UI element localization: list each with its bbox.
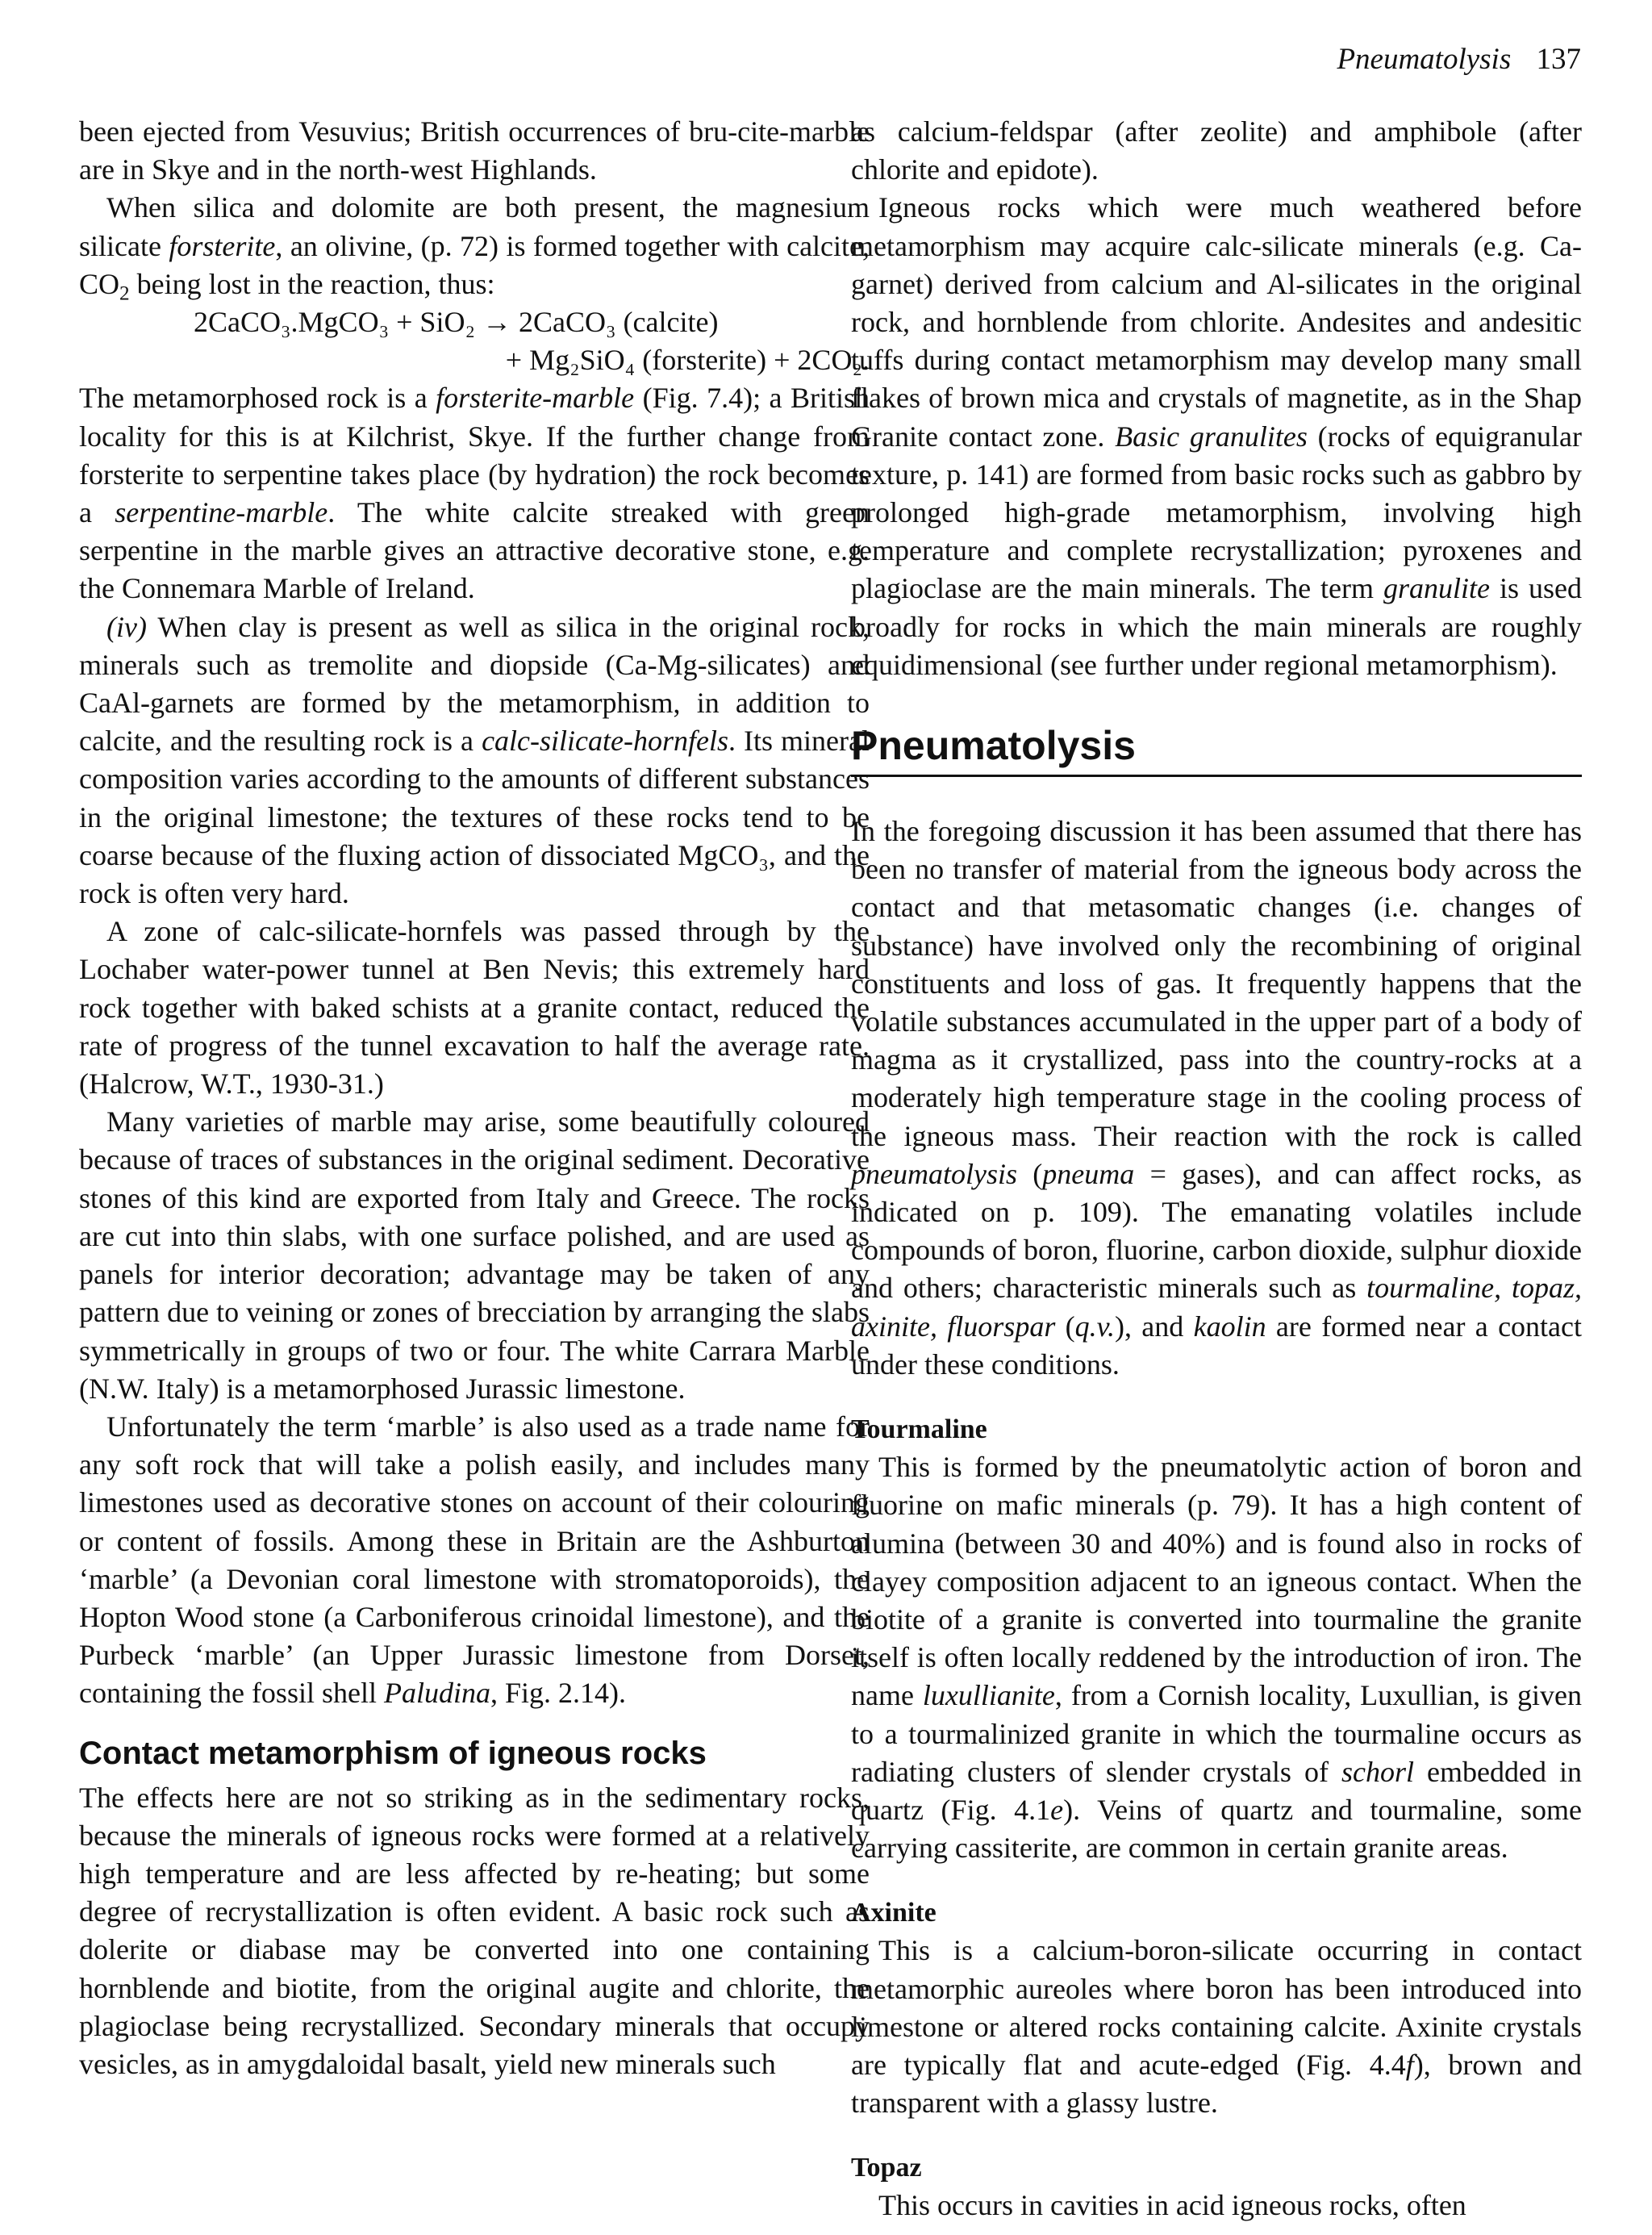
chemical-equation-line-1: 2CaCO₃.MgCO₃ + SiO₂ → 2CaCO₃ (calcite)	[194, 306, 719, 339]
paragraph: This is a calcium-boron-silicate occurring in contact metamorphic aureoles where boron has been introduced into limestone or altered rocks containing calcite. Axinite crystals are typically flat and acute-edged (Fig. 4.4f), brown and transparent with a glassy lustre.	[851, 1934, 1582, 2120]
paragraph: (iv) When clay is present as well as silica in the original rock, minerals such as tremolite and diopside (Ca-Mg-silicates) and CaAl-garnets are formed by the metamorphism, in addition to calcite, and the resulting rock is a calc-silicate-hornfels. Its mineral composition varies according to the amounts of different substances in the original limestone; the textures of these rocks tend to be coarse because of the fluxing action of dissociated MgCO₃, and the rock is often very hard.	[79, 610, 870, 910]
paragraph: When silica and dolomite are both present, the magnesium silicate forsterite, an olivine, (p. 72) is formed together with calcite, $CO_2$ being lost in the reaction, thus:	[79, 191, 870, 305]
paragraph: A zone of calc-silicate-hornfels was passed through by the Lochaber water-power tunnel at Ben Nevis; this extremely hard rock together with baked schists at a granite contact, reduced the rate of progress of the tunnel excavation to half the average rate. (Halcrow, W.T., 1930-31.)	[79, 915, 870, 1101]
paragraph: This is formed by the pneumatolytic action of boron and fluorine on mafic minerals (p. 79). It has a high content of alumina (between 30 and 40%) and is found also in rocks of clayey composition adjacent to an igneous contact. When the biotite of a granite is converted into tourmaline the granite itself is often locally reddened by the introduction of iron. The name luxullianite, from a Cornish locality, Luxullian, is given to a tourmalinized granite in which the tourmaline occurs as radiating clusters of slender crystals of schorl embedded in quartz (Fig. 4.1e). Veins of quartz and tourmaline, some carrying cassiterite, are common in certain granite areas.	[851, 1451, 1582, 1865]
paragraph: This occurs in cavities in acid igneous rocks, often	[878, 2189, 1466, 2222]
paragraph: as calcium-feldspar (after zeolite) and amphibole (after chlorite and epidote).	[851, 115, 1582, 186]
page-number: 137	[1536, 43, 1581, 76]
paragraph: Unfortunately the term ‘marble’ is also used as a trade name for any soft rock that will take a polish easily, and includes many limestones used as decorative stones on account of their colouring or content of fossils. Among these in Britain are the Ashburton ‘marble’ (a Devonian coral limestone with stromatoporoids), the Hopton Wood stone (a Carboniferous crinoidal limestone), and the Purbeck ‘marble’ (an Upper Jurassic limestone from Dorset, containing the fossil shell Paludina, Fig. 2.14).	[79, 1410, 870, 1710]
running-head	[1337, 42, 1581, 77]
section-heading-contact-metamorphism: Contact metamorphism of igneous rocks	[79, 1735, 707, 1771]
chemical-equation-line-2: + Mg₂SiO₄ (forsterite) + 2CO₂.	[505, 344, 870, 377]
paragraph: The effects here are not so striking as in the sedimentary rocks, because the minerals of igneous rocks were formed at a relatively high temperature and are less affected by re-heating; but some degree of recrystallization is often evident. A basic rock such as dolerite or diabase may be converted into one containing hornblende and biotite, from the original augite and chlorite, the plagioclase being recrystallized. Secondary minerals that occupy vesicles, as in amygdaloidal basalt, yield new minerals such	[79, 1781, 870, 2080]
paragraph: Many varieties of marble may arise, some beautifully coloured because of traces of substances in the original sediment. Decorative stones of this kind are exported from Italy and Greece. The rocks are cut into thin slabs, with one surface polished, and are used as panels for interior decoration; advantage may be taken of any pattern due to veining or zones of brecciation by arranging the slabs symmetrically in groups of two or four. The white Carrara Marble (N.W. Italy) is a metamorphosed Jurassic limestone.	[79, 1105, 870, 1405]
paragraph: Igneous rocks which were much weathered before metamorphism may acquire calc-silicate minerals (e.g. Ca-garnet) derived from calcium and Al-silicates in the original rock, and hornblende from chlorite. Andesites and andesitic tuffs during contact metamorphism may develop many small flakes of brown mica and crystals of magnetite, as in the Shap Granite contact zone. Basic granulites (rocks of equigranular texture, p. 141) are formed from basic rocks such as gabbro by prolonged high-grade metamorphism, involving high temperature and complete recrystallization; pyroxenes and plagioclase are the main minerals. The term granulite is used broadly for rocks in which the main minerals are roughly equidimensional (see further under regional metamorphism).	[851, 191, 1583, 681]
paragraph: The metamorphosed rock is a forsterite-marble (Fig. 7.4); a British locality for this is at Kilchrist, Skye. If the further change from forsterite to serpentine takes place (by hydration) the rock becomes a serpentine-marble. The white calcite streaked with green serpentine in the marble gives an attractive decorative stone, e.g. the Connemara Marble of Ireland.	[79, 382, 870, 605]
paragraph: In the foregoing discussion it has been assumed that there has been no transfer of material from the igneous body across the contact and that metasomatic changes (i.e. changes of substance) have involved only the recombining of original constituents and loss of gas. It frequently happens that the volatile substances accumulated in the upper part of a body of magma as it crystallized, pass into the country-rocks at a moderately high temperature stage in the cooling process of the igneous mass. Their reaction with the rock is called pneumatolysis (pneuma = gases), and can affect rocks, as indicated on p. 109). The emanating volatiles include compounds of boron, fluorine, carbon dioxide, sulphur dioxide and others; characteristic minerals such as tourmaline, topaz, axinite, fluorspar (q.v.), and kaolin are formed near a contact under these conditions.	[851, 815, 1583, 1381]
subheading-topaz: Topaz	[851, 2153, 922, 2183]
paragraph: been ejected from Vesuvius; British occurrences of bru-cite-marble are in Skye and in the north-west Highlands.	[79, 115, 870, 186]
section-heading-pneumatolysis: Pneumatolysis	[851, 721, 1582, 777]
running-head-title: Pneumatolysis	[1337, 43, 1512, 76]
subheading-tourmaline: Tourmaline	[851, 1414, 987, 1445]
left-column	[79, 113, 870, 2083]
subheading-axinite: Axinite	[851, 1898, 937, 1928]
right-column	[851, 113, 1582, 2225]
